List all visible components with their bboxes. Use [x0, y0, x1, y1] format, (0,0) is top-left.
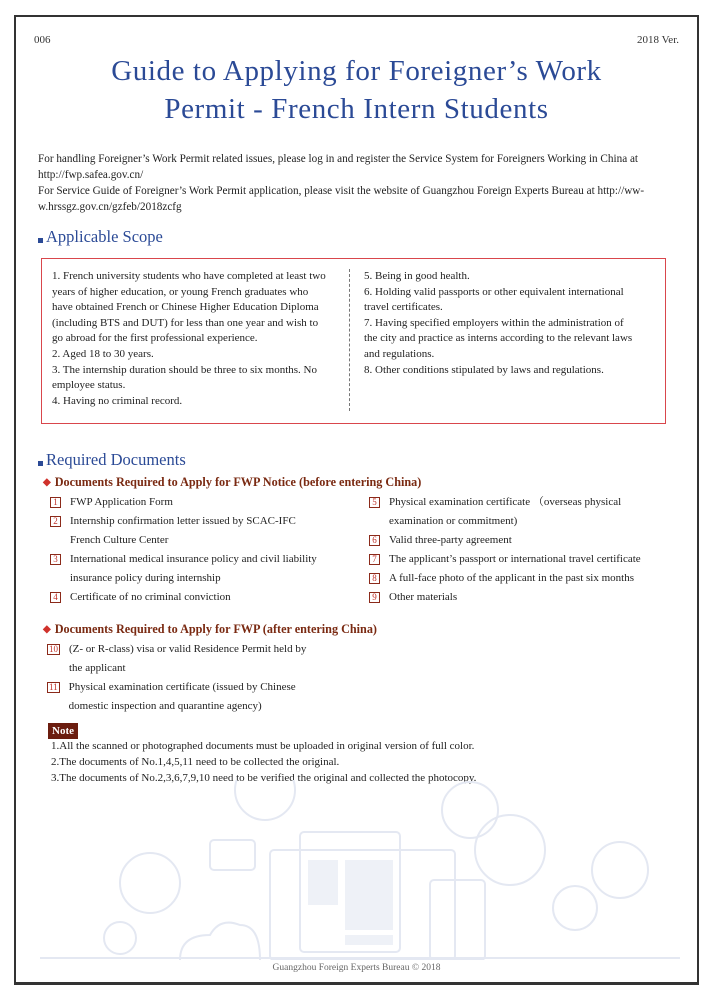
scope-line: 2. Aged 18 to 30 years. — [52, 347, 154, 360]
scope-line: 6. Holding valid passports or other equivalent international — [364, 285, 624, 298]
document-item-4: 4 Certificate of no criminal conviction — [50, 588, 360, 607]
note-line: 1.All the scanned or photographed documents must be uploaded in original version of full color. — [51, 740, 475, 752]
person-icon — [235, 780, 295, 820]
scope-line: the city and practice as interns according to the relevant laws — [364, 332, 633, 345]
number-badge: 6 — [369, 535, 380, 546]
page-title — [0, 52, 713, 128]
scope-line: 1. French university students who have completed at least two — [52, 270, 326, 282]
scope-line: 7. Having specified employers within the administration of — [364, 316, 624, 329]
document-item-8: 8 A full-face photo of the applicant in the past six months — [369, 569, 679, 588]
document-item-5: 5 Physical examination certificate （overseas physical examination or commitment) — [369, 493, 679, 531]
person-icon — [120, 853, 180, 913]
scope-line: go abroad for the first professional experience. — [52, 332, 258, 345]
diamond-bullet-icon: ◆ — [43, 477, 51, 488]
intro-line-3: For Service Guide of Foreigner’s Work Permit application, please visit the website of Guangzhou Foreign Experts Bureau at http://ww- — [38, 185, 645, 197]
applicable-scope-box — [41, 258, 666, 424]
note-badge: Note — [48, 723, 78, 739]
notes-list — [51, 738, 476, 786]
number-badge: 3 — [50, 554, 61, 565]
magnifier-icon — [475, 815, 545, 885]
document-item-3: 3 International medical insurance policy and civil liability insurance policy during internship — [50, 550, 360, 588]
documents-before-right-list — [369, 493, 679, 607]
number-badge: 4 — [50, 592, 61, 603]
scope-line: 3. The internship duration should be three to six months. No — [52, 363, 317, 376]
square-bullet-icon — [38, 238, 43, 243]
number-badge: 5 — [369, 497, 380, 508]
scope-line: 4. Having no criminal record. — [52, 394, 183, 407]
scope-line: (including BTS and DUT) for less than one year and wish to — [52, 316, 319, 329]
document-item-11: 11 Physical examination certificate (issued by Chinese domestic inspection and quarantine agency) — [49, 681, 296, 712]
number-badge: 8 — [369, 573, 380, 584]
intro-link-fwp: http://fwp.safea.gov.cn/ — [38, 169, 144, 181]
document-item-9: 9 Other materials — [369, 588, 679, 607]
document-item-1: 1 FWP Application Form — [50, 493, 360, 512]
page-title-line-2: Permit - French Intern Students — [164, 93, 549, 125]
number-badge: 1 — [50, 497, 61, 508]
subheading-after-entering: ◆ Documents Required to Apply for FWP (after entering China) — [43, 622, 377, 636]
number-badge: 10 — [49, 644, 58, 654]
tablet-icon — [430, 880, 485, 960]
documents-after-list — [47, 640, 367, 716]
square-bullet-icon — [38, 461, 43, 466]
document-item-7: 7 The applicant’s passport or international travel certificate — [369, 550, 679, 569]
footer-copyright: Guangzhou Foreign Experts Bureau © 2018 — [272, 963, 441, 973]
number-badge: 7 — [369, 554, 380, 565]
document-item-2: 2 Internship confirmation letter issued by SCAC-IFC French Culture Center — [50, 512, 360, 550]
camera-icon — [104, 922, 136, 954]
page-number: 006 — [34, 34, 51, 46]
number-badge: 9 — [369, 592, 380, 603]
scope-line: and regulations. — [364, 347, 435, 360]
diamond-bullet-icon: ◆ — [43, 624, 51, 635]
person-icon — [592, 842, 648, 898]
scope-left-column — [52, 269, 342, 409]
subheading-before-entering: ◆ Documents Required to Apply for FWP Notice (before entering China) — [43, 475, 422, 489]
section-heading-required-documents: Required Documents — [38, 450, 186, 470]
version-label: 2018 Ver. — [637, 34, 679, 46]
section-heading-applicable-scope: Applicable Scope — [38, 227, 163, 247]
phone-photo-icon — [210, 840, 255, 870]
documents-before-left-list — [50, 493, 360, 607]
note-line: 2.The documents of No.1,4,5,11 need to be collected the original. — [51, 756, 340, 768]
scope-line: travel certificates. — [364, 301, 443, 314]
background-illustration — [40, 780, 680, 960]
scope-line: years of higher education, or young French graduates who — [52, 285, 309, 298]
page-title-line-1: Guide to Applying for Foreigner’s Work — [111, 55, 602, 87]
document-item-10: 10 (Z- or R-class) visa or valid Residence Permit held by the applicant — [49, 643, 307, 674]
intro-link-hrssgz: w.hrssgz.gov.cn/gzfeb/2018zcfg — [38, 201, 182, 213]
cloud-icon — [180, 923, 260, 960]
scope-line: have obtained French or Chinese Higher Education Diploma — [52, 301, 319, 314]
scope-column-divider — [349, 269, 350, 411]
intro-text — [38, 151, 678, 215]
scope-line: employee status. — [52, 379, 126, 392]
smiley-icon — [553, 886, 597, 930]
number-badge: 2 — [50, 516, 61, 527]
person-icon — [442, 782, 498, 838]
intro-line-1: For handling Foreigner’s Work Permit related issues, please log in and register the Service System for Foreigners Working in China at — [38, 153, 639, 165]
note-line: 3.The documents of No.2,3,6,7,9,10 need to be verified the original and collected the photocopy. — [51, 772, 477, 784]
scope-right-column — [364, 269, 654, 378]
document-item-6: 6 Valid three-party agreement — [369, 531, 679, 550]
number-badge: 11 — [49, 682, 58, 692]
scope-line: 5. Being in good health. — [364, 270, 470, 282]
scope-line: 8. Other conditions stipulated by laws and regulations. — [364, 363, 604, 376]
